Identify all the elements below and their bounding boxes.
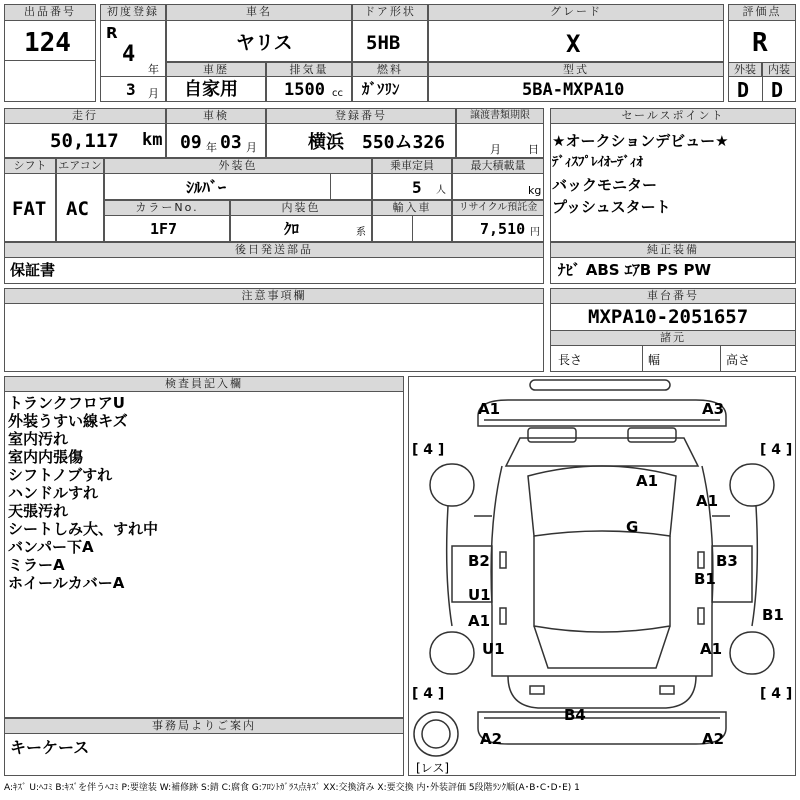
notes-label: 注意事項欄 [4,288,544,304]
int-color-suffix: 系 [356,227,366,238]
damage-mark: A1 [636,472,659,490]
reg-number-label: 登録番号 [266,108,456,124]
history-label: 車歴 [166,62,266,77]
inspector-item: 室内汚れ [8,430,69,448]
displacement: 1500 [284,80,325,100]
damage-mark: B1 [694,570,716,588]
lot-label: 出品番号 [4,4,96,21]
car-name: ヤリス [236,32,293,54]
recycle-fee: 7,510 [480,220,526,238]
damage-mark: B4 [564,706,586,724]
color-no-label: カラーNo. [104,200,230,216]
cc-unit: cc [332,88,343,99]
history: 自家用 [184,79,238,100]
dim-width: 幅 [648,353,661,367]
fuel: ｶﾞｿﾘﾝ [362,80,400,98]
model-label: 型式 [428,62,724,77]
ac-label: エアコン [56,158,104,174]
inspector-item: バンパー下A [8,538,94,556]
car-name-label: 車名 [166,4,352,21]
color-no: 1F7 [150,220,178,238]
grade: X [566,30,581,58]
inspector-item: シートしみ大、すれ中 [8,520,159,538]
chassis-label: 車台番号 [550,288,796,304]
sales-point-item: ﾃﾞｨｽﾌﾟﾚｲｵｰﾃﾞｨｵ [552,155,643,170]
sales-point-list [552,130,729,218]
damage-mark: A3 [702,400,725,418]
office-label: 事務局よりご案内 [4,718,404,734]
insp-month-unit: 月 [246,141,257,154]
inspector-item: シフトノブすれ [8,466,113,484]
yen-unit: 円 [530,227,540,238]
insp-month: 03 [220,132,242,153]
sales-point-item: プッシュスタート [552,198,671,216]
recycle-label: リサイクル預託金 [452,200,544,216]
era: R [106,24,118,42]
later-parts: 保証書 [10,261,56,279]
shift: FAT [12,198,47,220]
inspector-item: 室内内張傷 [8,448,84,466]
int-color-label: 内装色 [230,200,372,216]
damage-mark: A1 [700,640,723,658]
load-label: 最大積載量 [452,158,544,174]
kg-unit: kg [528,184,542,197]
later-parts-label: 後日発送部品 [4,242,544,258]
inspector-label: 検査員記入欄 [4,376,404,392]
inspector-item: 天張汚れ [8,502,69,520]
tire-depth-fl: [ 4 ] [412,442,445,458]
mileage-label: 走行 [4,108,166,124]
ac: AC [66,198,89,220]
displacement-label: 排気量 [266,62,352,77]
fuel-label: 燃料 [352,62,428,77]
color-label: 外装色 [104,158,372,174]
eval-label: 評価点 [728,4,796,21]
chassis-number: MXPA10-2051657 [588,306,749,328]
lot-number: 124 [24,28,71,58]
transfer-label: 譲渡書類期限 [456,108,544,124]
person-unit: 人 [436,185,446,196]
month-unit: 月 [148,87,159,100]
damage-mark: A1 [696,492,719,510]
insp-year: 09 [180,132,202,153]
damage-mark: A1 [468,612,491,630]
sales-point-label: セールスポイント [550,108,796,124]
sales-point-item: ★オークションデビュー★ [552,132,729,150]
legend: A:ｷｽﾞ U:ﾍｺﾐ B:ｷｽﾞを伴うﾍｺﾐ P:要塗装 W:補修跡 S:錆 C:腐食 G:ﾌﾛﾝﾄｶﾞﾗｽ点ｷｽﾞ XX:交換済み X:要交換 内･外装評価 5段階ﾗﾝｸ順(A･B･C･D･E) 1 [4,783,580,793]
reg-month: 3 [126,80,136,99]
reg-area: 横浜 [308,132,344,153]
mileage: 50,117 [50,130,119,152]
ext-grade: D [737,78,750,102]
sales-point-item: バックモニター [552,176,658,194]
model: 5BA-MXPA10 [522,80,625,100]
inspection-label: 車検 [166,108,266,124]
inspector-item: ハンドルすれ [8,484,99,502]
tire-depth-fr: [ 4 ] [760,442,793,458]
inspector-item: 外装うすい線キズ [8,412,128,430]
insp-year-unit: 年 [206,141,217,154]
tire-depth-rl: [ 4 ] [412,686,445,702]
dim-length: 長さ [558,353,583,367]
first-reg-label: 初度登録 [100,4,166,21]
damage-mark: A1 [478,400,501,418]
inspector-item: ミラーA [8,556,65,574]
office-note: キーケース [10,738,90,757]
tire-depth-rr: [ 4 ] [760,686,793,702]
reg-year: 4 [122,42,136,67]
int-color: ｸﾛ [284,220,300,238]
damage-mark: B1 [762,606,784,624]
year-unit: 年 [148,63,159,76]
transfer-day: 日 [528,143,539,156]
damage-mark: U1 [468,586,491,604]
door: 5HB [366,32,401,54]
door-label: ドア形状 [352,4,428,21]
capacity-label: 乗車定員 [372,158,452,174]
equipment-label: 純正装備 [550,242,796,258]
inspector-list [8,394,158,592]
color: ｼﾙﾊﾞｰ [186,178,227,197]
shift-label: シフト [4,158,56,174]
dims-label: 諸元 [550,330,796,346]
inspector-item: トランクフロアU [8,394,125,412]
damage-diagram [408,376,796,776]
damage-mark: B3 [716,552,738,570]
equipment: ﾅﾋﾞ ABS ｴｱB PS PW [558,261,712,279]
damage-mark: G [626,518,639,536]
reg-no: 550ム326 [362,132,446,153]
damage-mark: A2 [480,730,503,748]
damage-mark: B2 [468,552,490,570]
dim-height: 高さ [726,353,751,367]
int-grade: D [771,78,784,102]
spare-tire-label: [レス] [416,761,450,775]
km-unit: km [142,130,163,150]
damage-mark: A2 [702,730,725,748]
transfer-month: 月 [490,143,501,156]
capacity: 5 [412,178,422,197]
inspector-item: ホイールカバーA [8,574,125,592]
grade-label: グレード [428,4,724,21]
eval-score: R [752,28,768,58]
int-label: 内装 [762,62,796,77]
damage-mark: U1 [482,640,505,658]
import-label: 輸入車 [372,200,452,216]
ext-label: 外装 [728,62,762,77]
